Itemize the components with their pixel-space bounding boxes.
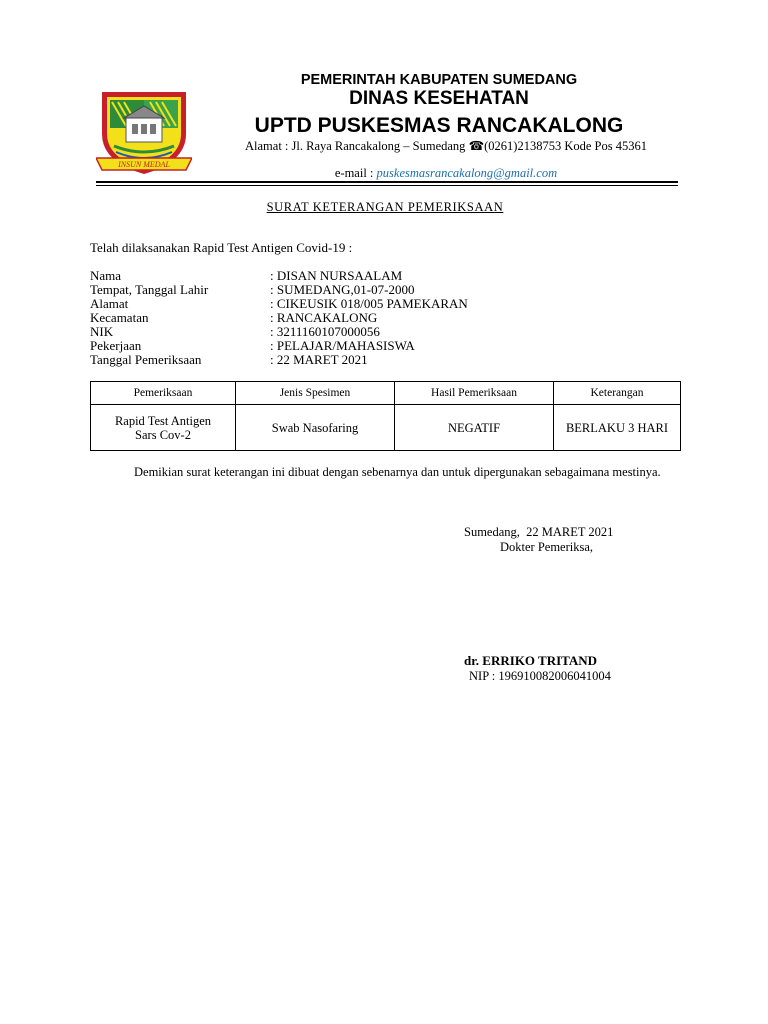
header-institution: UPTD PUSKESMAS RANCAKALONG (254, 114, 624, 137)
exam-table (90, 381, 681, 451)
email-link[interactable]: puskesmasrancakalong@gmail.com (376, 166, 558, 180)
sumedang-logo-icon (96, 88, 192, 180)
field-value: : SUMEDANG,01-07-2000 (270, 282, 415, 297)
col-header-spesimen: Jenis Spesimen (236, 382, 395, 405)
field-label: Tempat, Tanggal Lahir (90, 282, 209, 297)
cell-hasil: NEGATIF (395, 405, 554, 451)
field-value: : 3211160107000056 (270, 324, 380, 339)
cell-pemeriksaan-line1: Rapid Test Antigen (114, 413, 212, 428)
col-header-keterangan: Keterangan (554, 382, 681, 405)
field-value: : CIKEUSIK 018/005 PAMEKARAN (270, 296, 468, 311)
cell-pemeriksaan-line2: Sars Cov-2 (135, 427, 191, 442)
signature-nip: NIP : 196910082006041004 (469, 669, 611, 683)
field-value: : RANCAKALONG (270, 310, 378, 325)
signature-name: dr. ERRIKO TRITAND (464, 653, 598, 668)
logo-ribbon-text: INSUN MEDAL (118, 160, 170, 169)
col-header-pemeriksaan: Pemeriksaan (91, 382, 236, 405)
field-value: : PELAJAR/MAHASISWA (270, 338, 415, 353)
header-email-line (214, 166, 678, 181)
header-rule-thin (96, 185, 678, 186)
field-value: : 22 MARET 2021 (270, 352, 368, 367)
header-address (214, 139, 678, 154)
intro-text: Telah dilaksanakan Rapid Test Antigen Covid-19 : (90, 240, 353, 255)
field-label: Alamat (90, 296, 129, 311)
header-rule-thick (96, 181, 678, 183)
col-header-hasil: Hasil Pemeriksaan (395, 382, 554, 405)
signature-place-date: Sumedang, 22 MARET 2021 (464, 525, 614, 539)
field-label: Pekerjaan (90, 338, 142, 353)
cell-pemeriksaan (91, 405, 236, 451)
address-suffix: (0261)2138753 Kode Pos 45361 (484, 139, 647, 153)
field-label: Tanggal Pemeriksaan (90, 352, 202, 367)
signature-role: Dokter Pemeriksa, (500, 540, 594, 554)
field-label: Nama (90, 268, 122, 283)
field-label: Kecamatan (90, 310, 149, 325)
address-prefix: Alamat : Jl. Raya Rancakalong – Sumedang (245, 139, 469, 153)
table-header-row (91, 382, 681, 405)
cell-keterangan: BERLAKU 3 HARI (554, 405, 681, 451)
header-department: DINAS KESEHATAN (349, 88, 529, 109)
table-row (91, 405, 681, 451)
field-label: NIK (90, 324, 114, 339)
phone-icon: ☎ (468, 139, 485, 153)
email-label: e-mail : (334, 166, 377, 180)
closing-paragraph: Demikian surat keterangan ini dibuat dengan sebenarnya dan untuk dipergunakan sebagaimana mestinya. (134, 465, 661, 479)
document-title: SURAT KETERANGAN PEMERIKSAAN (266, 200, 504, 214)
header-government: PEMERINTAH KABUPATEN SUMEDANG (300, 72, 578, 88)
field-value: : DISAN NURSAALAM (270, 268, 403, 283)
cell-spesimen: Swab Nasofaring (236, 405, 395, 451)
